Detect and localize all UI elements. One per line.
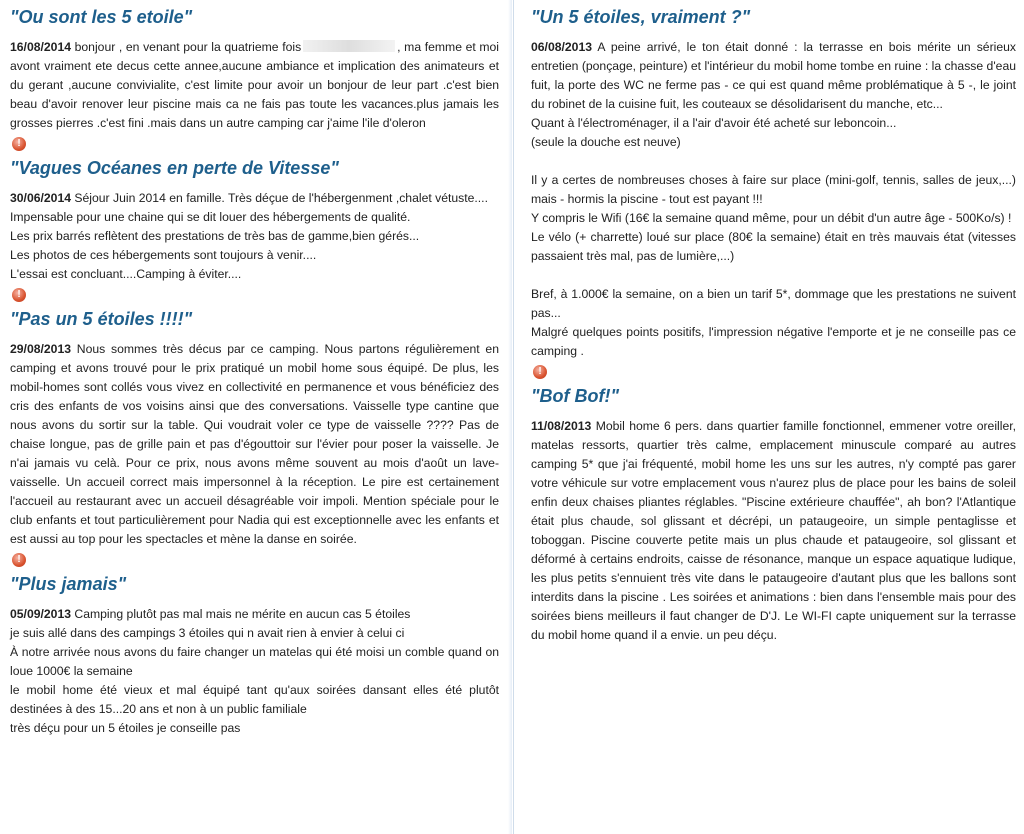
review-title: "Pas un 5 étoiles !!!!" — [10, 309, 193, 329]
review-title: "Bof Bof!" — [531, 386, 620, 406]
review-body — [10, 189, 499, 284]
report-icon[interactable]: ! — [12, 288, 26, 302]
review-paragraph: Bref, à 1.000€ la semaine, on a bien un tarif 5*, dommage que les prestations ne suivent pas... — [531, 287, 1016, 320]
left-column — [0, 0, 505, 834]
report-icon[interactable]: ! — [533, 365, 547, 379]
review-title: "Un 5 étoiles, vraiment ?" — [531, 7, 751, 27]
review-title: "Vagues Océanes en perte de Vitesse" — [10, 158, 339, 178]
review-line: Les photos de ces hébergements sont toujours à venir.... — [10, 248, 317, 262]
review-date: 06/08/2013 — [531, 40, 592, 54]
review-line: Les prix barrés reflètent des prestations de très bas de gamme,bien gérés... — [10, 229, 420, 243]
review-card — [10, 573, 499, 738]
review-date: 11/08/2013 — [531, 419, 592, 433]
review-paragraph: Y compris le Wifi (16€ la semaine quand même, pour un débit d'un autre âge - 500Ko/s) ! — [531, 211, 1012, 225]
review-paragraph: Le vélo (+ charrette) loué sur place (80€ la semaine) était en très mauvais état (vitesses passaient très mal, pas de lumière,...) — [531, 230, 1016, 263]
review-date: 05/09/2013 — [10, 607, 71, 621]
review-date: 16/08/2014 — [10, 40, 71, 54]
report-icon[interactable]: ! — [12, 137, 26, 151]
review-card — [531, 6, 1016, 379]
review-text: bonjour , en venant pour la quatrieme fois — [74, 40, 302, 54]
review-title: "Ou sont les 5 etoile" — [10, 7, 193, 27]
paragraph-gap — [531, 266, 1016, 285]
right-column — [513, 0, 1024, 834]
review-paragraph: Il y a certes de nombreuses choses à faire sur place (mini-golf, tennis, salles de jeux,...) mais - hormis la piscine - tout est payant !!! — [531, 173, 1016, 206]
review-paragraph: Malgré quelques points positifs, l'impression négative l'emporte et je ne conseille pas ce camping . — [531, 325, 1016, 358]
review-line: Camping plutôt pas mal mais ne mérite en aucun cas 5 étoiles — [74, 607, 411, 621]
review-line: le mobil home été vieux et mal équipé tant qu'aux soirées dansant elles été plutôt destinées à des 15...20 ans et non à un public familiale — [10, 683, 499, 716]
review-body — [10, 605, 499, 738]
review-text: , ma femme et moi avont vraiment ete decus cette annee,aucune ambiance et implication des animateurs et du gerant ,aucune convivialite, c'est limite pour avoir un bonjour de leur part .c'est bien beau d'avoir renover leur piscine mais ca ne fais pas toute les vacances.plus jamais les grosses pierres .c'est fini .mais dans un autre camping car j'aime l'ile d'oleron — [10, 40, 499, 130]
review-date: 30/06/2014 — [10, 191, 71, 205]
review-line: L'essai est concluant....Camping à éviter.... — [10, 267, 242, 281]
review-text: Mobil home 6 pers. dans quartier famille fonctionnel, emmener votre oreiller, matelas ressorts, quartier très calme, emplacement minuscule comparé au autres camping 5* que j'ai fréquenté, mobil home les uns sur les autres, n'y compté pas garer votre véhicule sur votre emplacement vous n'aurez plus de place pour les bains de soleil enfin deux chaises pliantes réglables. "Piscine extérieure chauffée", ah bon? l'Atlantique était plus chaude, sol glissant et décrépi, un pataugeoire, un simple pentaglisse et toboggan. Piscine couverte petite mais un plus chaude et pataugeoire, sol glissant et déformé à certains endroits, caisse de résonance, manque un espace aquatique ludique, les plus petits s'ennuient très vite dans le pataugeoire d'autant plus que les ballons sont interdits dans la piscine . Les soirées et animations : bien dans l'ensemble mais pour des soirées biens meilleurs il faut changer de D'J. Le WI-FI capte uniquement sur la terrasse du mobil home quand il a envie. un peu déçu. — [531, 419, 1016, 642]
review-line: très déçu pour un 5 étoiles je conseille pas — [10, 721, 241, 735]
review-line: Impensable pour une chaine qui se dit louer des hébergements de qualité. — [10, 210, 411, 224]
review-body — [10, 38, 499, 133]
review-line: je suis allé dans des campings 3 étoiles qui n avait rien à envier à celui ci — [10, 626, 405, 640]
review-text: Nous sommes très décus par ce camping. Nous partons régulièrement en camping et avons trouvé pour le prix pratiqué un mobil home sous équipé. De plus, les mobil-homes sont collés vous vivez en collectivité en permanence et vous bénéficiez des cris des enfants de vos voisins ainsi que des conversations. Vaisselle type cantine que nous avons du sortir sur la table. Qui voudrait voler ce type de vaisselle ???? Pas de chaise longue, pas de grille pain et pas d'égouttoir sur l'évier pour poser la vaisselle. Je n'ai jamais vu celà. Pour ce prix, nous avons même souvent au mois d'août un lave-vaisselle. Un accueil correct mais impersonnel à la réception. Le pire est certainement l'accueil au restaurant avec un accueil désagréable voir impoli. Mention spéciale pour le club enfants et tout particulièrement pour Nadia qui est exceptionnelle avec les enfants et est aussi au top pour les spectacles et mène la danse en soirée. — [10, 342, 499, 546]
review-paragraph: (seule la douche est neuve) — [531, 135, 681, 149]
review-card — [531, 385, 1016, 645]
review-title: "Plus jamais" — [10, 574, 127, 594]
review-paragraph: A peine arrivé, le ton était donné : la terrasse en bois mérite un sérieux entretien (ponçage, peinture) et l'intérieur du mobil home tombe en ruine : la chasse d'eau fuit, la porte des WC ne ferme pas - ce qui est quand même problématique à 5 -, le joint du robinet de la cuisine fuit, les couteaux se désolidarisent du manche, etc... — [531, 40, 1016, 111]
review-card — [10, 308, 499, 567]
review-date: 29/08/2013 — [10, 342, 71, 356]
review-body — [10, 340, 499, 549]
paragraph-gap — [531, 152, 1016, 171]
review-card — [10, 6, 499, 151]
redacted-text — [303, 40, 395, 52]
review-body — [531, 417, 1016, 645]
review-card — [10, 157, 499, 302]
report-icon[interactable]: ! — [12, 553, 26, 567]
review-paragraph: Quant à l'électroménager, il a l'air d'avoir été acheté sur leboncoin... — [531, 116, 897, 130]
review-line: À notre arrivée nous avons du faire changer un matelas qui été moisi un comble quand on loue 1000€ la semaine — [10, 645, 499, 678]
column-divider — [508, 0, 512, 834]
review-line: Séjour Juin 2014 en famille. Très déçue de l'hébergenment ,chalet vétuste.... — [74, 191, 488, 205]
review-body — [531, 38, 1016, 361]
